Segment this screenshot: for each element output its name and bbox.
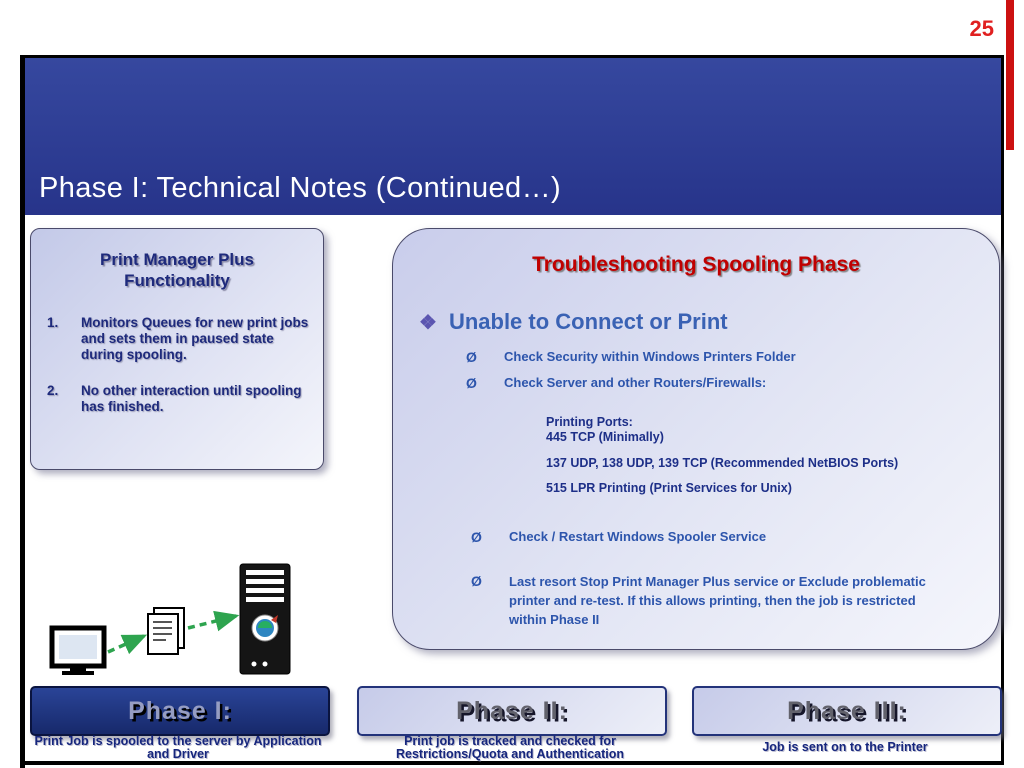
phase-3-caption: Job is sent on to the Printer [762, 740, 928, 754]
list-item [47, 383, 313, 415]
computer-icon [52, 628, 104, 675]
left-panel [30, 228, 324, 470]
port-line: Printing Ports: [546, 415, 633, 429]
arrow-bullet-icon: Ø [471, 573, 482, 589]
arrow-bullet-icon: Ø [471, 529, 482, 545]
right-panel-title: Troubleshooting Spooling Phase [532, 253, 860, 276]
bullet-text: Check / Restart Windows Spooler Service [509, 529, 767, 544]
bullet-row [466, 349, 796, 365]
bullet-row [471, 572, 953, 629]
header-band [25, 58, 1001, 215]
right-panel-heading: Unable to Connect or Print [448, 309, 728, 334]
page-number: 25 [969, 16, 994, 41]
arrow-bullet-icon: Ø [466, 349, 477, 365]
phase-2-box [357, 686, 667, 736]
spool-arrow-1 [108, 636, 144, 652]
right-panel-heading-row [419, 309, 728, 335]
phase-3-box [692, 686, 1002, 736]
left-panel-title: Print Manager Plus Functionality [100, 250, 254, 290]
bullet-text: Check Server and other Routers/Firewalls: [504, 375, 767, 390]
list-item-text: Monitors Queues for new print jobs and sets them in paused state during spooling. [81, 315, 309, 362]
list-item [47, 315, 313, 363]
diamond-bullet-icon: ❖ [419, 312, 437, 334]
arrow-bullet-icon: Ø [466, 375, 477, 391]
list-item-number: 2. [47, 383, 59, 398]
phase-1-box [30, 686, 330, 736]
phase-1-title: Phase I: [128, 696, 232, 725]
bullet-text: Last resort Stop Print Manager Plus service or Exclude problematic printer and re-test. If this allows printing, then the job is restricted within Phase II [509, 574, 926, 627]
port-line: 445 TCP (Minimally) [546, 430, 664, 444]
red-edge-strip [1006, 0, 1014, 150]
phase-1-caption: Print Job is spooled to the server by Application and Driver [34, 734, 322, 761]
bullet-row [466, 375, 766, 391]
frame-right-border [1001, 55, 1004, 765]
port-line: 515 LPR Printing (Print Services for Unix) [546, 481, 792, 495]
documents-icon [148, 608, 184, 654]
phase-2-title: Phase II: [456, 696, 568, 725]
list-item-number: 1. [47, 315, 59, 330]
phase-2-caption: Print job is tracked and checked for Restrictions/Quota and Authentication [395, 734, 625, 761]
right-panel [392, 228, 1000, 650]
slide-title: Phase I: Technical Notes (Continued…) [39, 172, 562, 204]
spool-arrow-2 [188, 616, 236, 628]
bullet-text: Check Security within Windows Printers Folder [504, 349, 796, 364]
phase-3-title: Phase III: [787, 696, 907, 725]
frame-bottom-border [20, 761, 1004, 765]
bullet-row [471, 529, 766, 545]
spooling-illustration [30, 556, 330, 684]
port-line: 137 UDP, 138 UDP, 139 TCP (Recommended NetBIOS Ports) [546, 456, 899, 470]
list-item-text: No other interaction until spooling has finished. [81, 383, 302, 414]
left-panel-list [31, 315, 323, 415]
server-icon [240, 564, 290, 674]
